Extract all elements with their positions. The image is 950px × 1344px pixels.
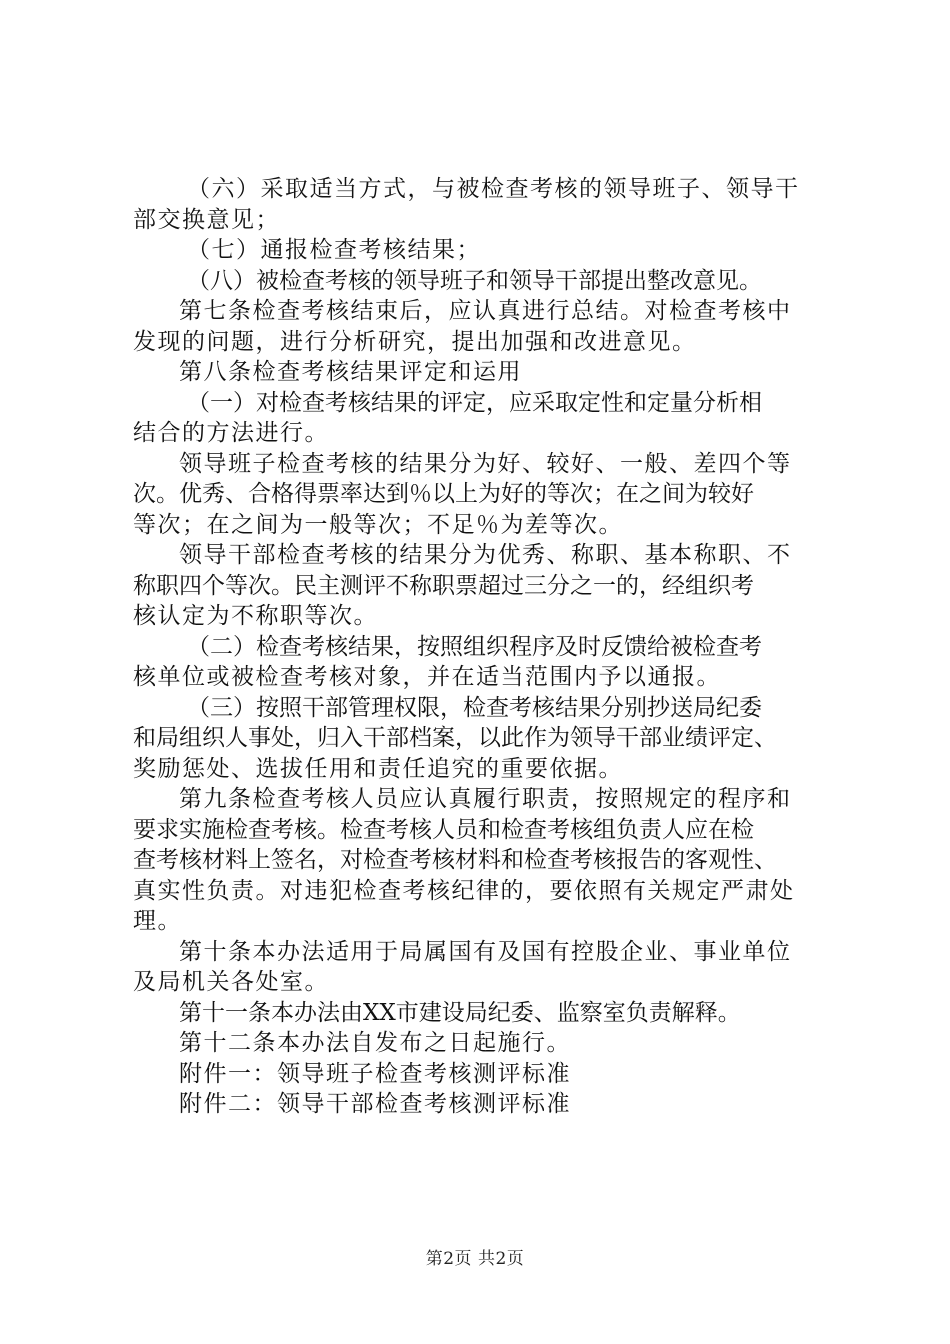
text-line: 核单位或被检查考核对象，并在适当范围内予以通报。	[133, 664, 721, 690]
text-line: 第十二条本办法自发布之日起施行。	[179, 1030, 571, 1056]
text-line: 等次；在之间为一般等次；不足％为差等次。	[133, 511, 623, 538]
text-line: 真实性负责。对违犯检查考核纪律的，要依照有关规定严肃处	[133, 877, 795, 904]
text-line: 第十条本办法适用于局属国有及国有控股企业、事业单位	[179, 938, 792, 965]
text-line: 称职四个等次。民主测评不称职票超过三分之一的，经组织考	[133, 572, 754, 599]
text-line: 结合的方法进行。	[133, 420, 329, 446]
text-line: 及局机关各处室。	[133, 969, 329, 995]
text-line: 查考核材料上签名，对检查考核材料和检查考核报告的客观性、	[133, 847, 777, 873]
text-line: （三）按照干部管理权限，检查考核结果分别抄送局纪委	[187, 694, 762, 721]
text-line: 和局组织人事处，归入干部档案，以此作为领导干部业绩评定、	[133, 725, 777, 751]
text-line: 领导干部检查考核的结果分为优秀、称职、基本称职、不	[179, 542, 792, 568]
text-line: （七）通报检查考核结果；	[187, 237, 481, 263]
text-line: 奖励惩处、选拔任用和责任追究的重要依据。	[133, 755, 623, 782]
text-line: 核认定为不称职等次。	[133, 603, 378, 629]
text-line: （二）检查考核结果，按照组织程序及时反馈给被检查考	[187, 633, 762, 660]
page-footer: 第2页 共2页	[425, 1249, 525, 1269]
text-line: 第七条检查考核结束后，应认真进行总结。对检查考核中	[179, 298, 792, 324]
text-line: 发现的问题，进行分析研究，提出加强和改进意见。	[133, 328, 697, 355]
text-line: 第八条检查考核结果评定和运用	[179, 359, 522, 385]
text-line: 次。优秀、合格得票率达到％以上为好的等次；在之间为较好	[133, 481, 754, 507]
text-line: 部交换意见；	[133, 206, 280, 233]
document-body	[133, 174, 833, 1120]
text-line: 理。	[133, 908, 182, 934]
text-line: 附件一：领导班子检查考核测评标准	[179, 1060, 571, 1087]
text-line: 附件二：领导干部检查考核测评标准	[179, 1091, 571, 1117]
text-line: 第十一条本办法由XX市建设局纪委、监察室负责解释。	[179, 999, 741, 1026]
text-line: 第九条检查考核人员应认真履行职责，按照规定的程序和	[179, 786, 792, 812]
text-line: 领导班子检查考核的结果分为好、较好、一般、差四个等	[179, 450, 792, 477]
text-line: （六）采取适当方式，与被检查考核的领导班子、领导干	[187, 176, 800, 202]
text-line: （一）对检查考核结果的评定，应采取定性和定量分析相	[187, 389, 762, 416]
text-line: （八）被检查考核的领导班子和领导干部提出整改意见。	[187, 267, 762, 294]
text-line: 要求实施检查考核。检查考核人员和检查考核组负责人应在检	[133, 816, 754, 843]
